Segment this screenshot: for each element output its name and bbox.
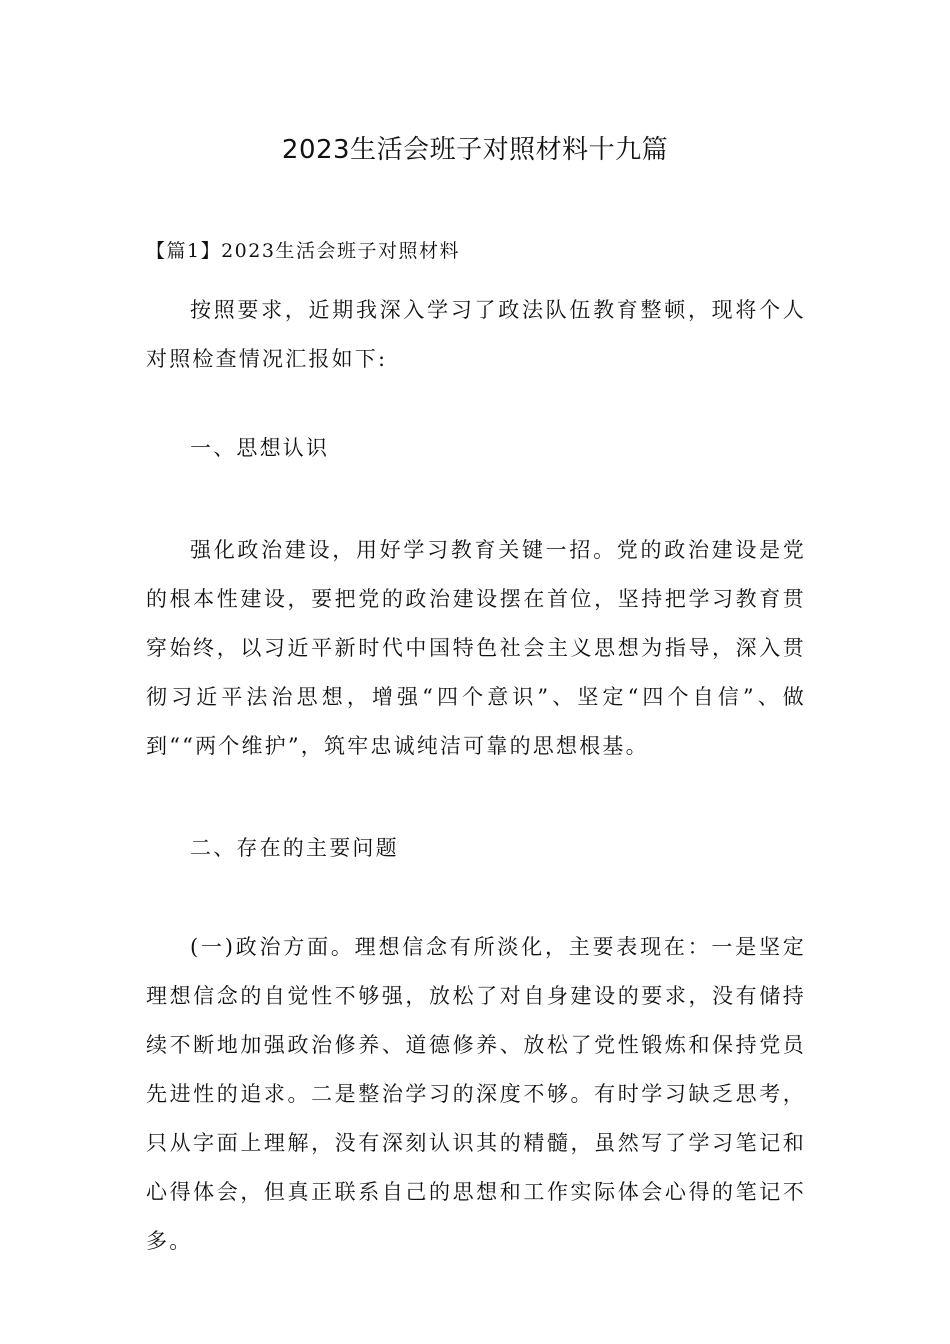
section-heading-1: 一、思想认识	[190, 436, 330, 460]
section-1-paragraph: 强化政治建设，用好学习教育关键一招。党的政治建设是党的根本性建设，要把党的政治建设摆在首位，坚持把学习教育贯穿始终，以习近平新时代中国特色社会主义思想为指导，深入贯彻习近平法治思想，增强“四个意识”、坚定“四个自信”、做到““两个维护”，筑牢忠诚纯洁可靠的思想根基。	[146, 538, 806, 758]
intro-paragraph: 按照要求，近期我深入学习了政法队伍教育整顿，现将个人对照检查情况汇报如下:	[146, 298, 806, 371]
chapter-heading: 【篇1】2023生活会班子对照材料	[146, 240, 460, 262]
section-2-paragraph: (一)政治方面。理想信念有所淡化，主要表现在：一是坚定理想信念的自觉性不够强，放松了对自身建设的要求，没有储持续不断地加强政治修养、道德修养、放松了党性锻炼和保持党员先进性的追求。二是整治学习的深度不够。有时学习缺乏思考，只从字面上理解，没有深刻认识其的精髓，虽然写了学习笔记和心得体会，但真正联系自己的思想和工作实际体会心得的笔记不多。	[146, 935, 806, 1253]
section-heading-2: 二、存在的主要问题	[190, 836, 399, 860]
document-title: 2023生活会班子对照材料十九篇	[281, 135, 669, 165]
